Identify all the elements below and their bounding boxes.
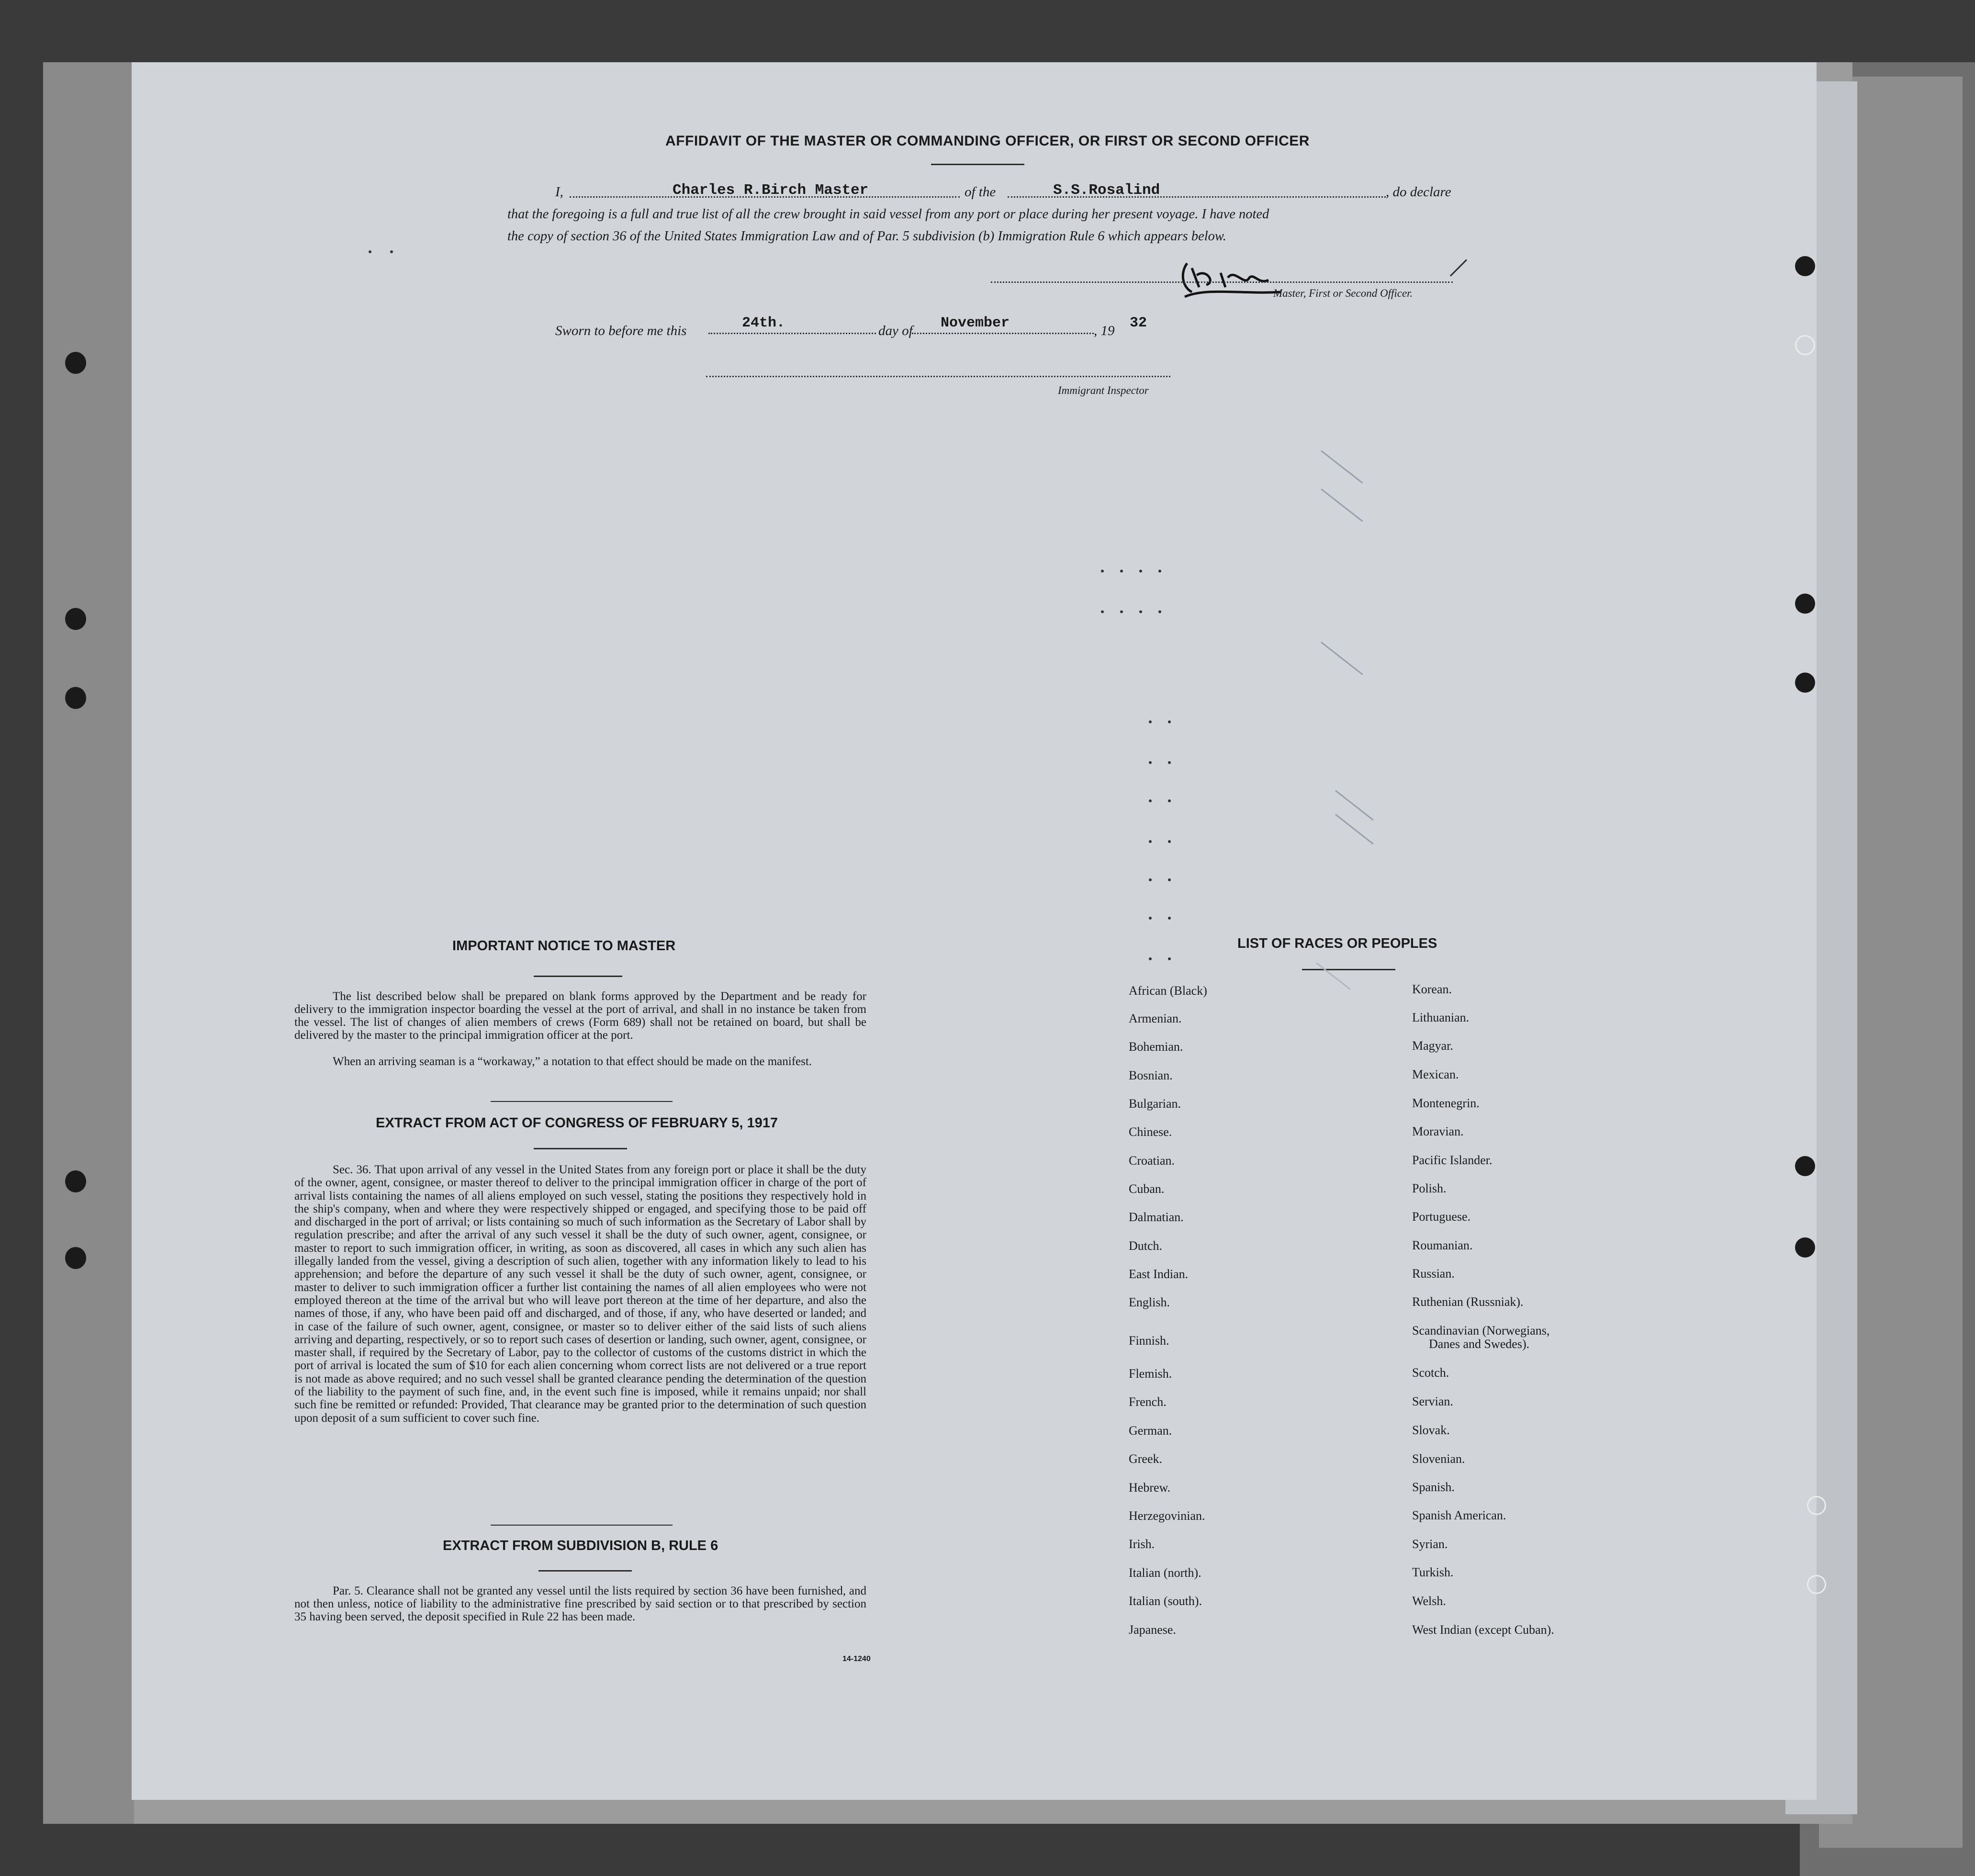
stray-mark xyxy=(1101,610,1104,613)
act-divider xyxy=(491,1525,673,1526)
sworn-day-value: 24th. xyxy=(742,315,786,331)
race-item: Bohemian. xyxy=(1129,1040,1183,1054)
race-item: Moravian. xyxy=(1412,1124,1464,1138)
races-underline xyxy=(1302,969,1395,970)
race-item: Pacific Islander. xyxy=(1412,1153,1492,1167)
binder-hole-icon xyxy=(1795,1237,1815,1258)
race-item: French. xyxy=(1129,1395,1167,1409)
stray-mark xyxy=(1149,761,1152,764)
race-item: Spanish. xyxy=(1412,1480,1455,1494)
race-item: Korean. xyxy=(1412,982,1452,996)
race-item: Portuguese. xyxy=(1412,1210,1471,1224)
race-item: Italian (south). xyxy=(1129,1594,1202,1608)
act-underline xyxy=(534,1148,627,1149)
inspector-signature-line xyxy=(706,376,1170,377)
notice-underline xyxy=(534,976,622,977)
race-item: Polish. xyxy=(1412,1181,1447,1195)
stray-mark xyxy=(1168,957,1171,960)
race-item: West Indian (except Cuban). xyxy=(1412,1623,1554,1637)
binder-hole-icon xyxy=(65,687,86,709)
stray-mark xyxy=(1149,720,1152,723)
binder-hole-icon xyxy=(65,1247,86,1269)
race-item: Magyar. xyxy=(1412,1039,1453,1053)
stray-mark xyxy=(1120,610,1123,613)
race-item: Italian (north). xyxy=(1129,1566,1201,1580)
stray-mark xyxy=(1158,610,1161,613)
race-item: Servian. xyxy=(1412,1394,1453,1408)
stray-mark xyxy=(1101,570,1104,573)
race-item: English. xyxy=(1129,1295,1170,1309)
binder-hole-icon xyxy=(65,352,86,374)
race-item: Dalmatian. xyxy=(1129,1210,1184,1224)
act-text: Sec. 36. That upon arrival of any vessel in the United States from any foreign port or place it shall be the duty of the owner, agent, consignee, or master thereof to deliver to the principal immigration officer in charge of the port of arrival lists containing the names of all aliens employed on such vessel, stating the positions they respectively hold in the ship's company, when and where they were respectively shipped or engaged, and specifying those to be paid off and discharged in the port of arrival; or lists containing so much of such information as the Secretary of Labor shall by regulation prescribe; and after the arrival of any such vessel it shall be the duty of such owner, agent, consignee, or master to report to such immigration officer, in writing, as soon as discovered, all cases in which any such alien has illegally landed from the vessel, giving a description of such alien, together with any information likely to lead to his apprehension; and before the departure of any such vessel it shall be the duty of such owner, agent, consignee, or master to deliver to such immigration officer a further list containing the names of all alien employees who were not employed thereon at the time of the arrival but who will leave port thereon at the time of her departure, and also the names of those, if any, who have been paid off and discharged, and of those, if any, who have deserted or landed; and in case of the failure of such owner, agent, consignee, or master so to deliver either of the said lists of such aliens arriving and departing, respectively, or so to report such cases of desertion or landing, such owner, agent, consignee, or master shall, if required by the Secretary of Labor, pay to the collector of customs of the customs district in which the port of arrival is located the sum of $10 for each alien concerning whom correct lists are not delivered or a true report is not made as above required; and no such vessel shall be granted clearance pending the determination of the question of the liability to the payment of such fine, and, in the event such fine is imposed, while it remains unpaid; nor shall such fine be remitted or refunded: Provided, That clearance may be granted prior to the determination of such question upon deposit of a sum sufficient to cover such fine. xyxy=(294,1163,866,1425)
race-item: Bulgarian. xyxy=(1129,1097,1181,1111)
race-item: Ruthenian (Russniak). xyxy=(1412,1295,1524,1309)
race-item: Russian. xyxy=(1412,1267,1455,1281)
race-item: Japanese. xyxy=(1129,1623,1176,1637)
sworn-year-prefix: , 19 xyxy=(1094,323,1115,338)
race-item: German. xyxy=(1129,1424,1172,1438)
sworn-month-line xyxy=(912,333,1094,334)
race-item: Roumanian. xyxy=(1412,1238,1473,1252)
stray-mark xyxy=(1168,761,1171,764)
stray-mark xyxy=(1149,917,1152,920)
stray-mark xyxy=(1158,570,1161,573)
master-name-value: Charles R.Birch Master xyxy=(673,182,869,199)
race-item: Chinese. xyxy=(1129,1125,1172,1139)
rule-underline xyxy=(539,1570,632,1572)
race-item: Scotch. xyxy=(1412,1366,1449,1380)
affidavit-do-declare: , do declare xyxy=(1386,184,1451,200)
stray-mark xyxy=(1168,720,1171,723)
form-number: 14-1240 xyxy=(842,1655,871,1663)
stray-mark xyxy=(1168,917,1171,920)
race-item: East Indian. xyxy=(1129,1267,1189,1281)
notice-divider xyxy=(491,1101,673,1102)
race-item: Irish. xyxy=(1129,1537,1155,1551)
signature-caption: Master, First or Second Officer. xyxy=(1273,287,1413,299)
race-item: Lithuanian. xyxy=(1412,1011,1470,1024)
stray-mark xyxy=(1120,570,1123,573)
stray-mark xyxy=(1139,610,1142,613)
binder-hole-icon xyxy=(1807,1575,1826,1594)
race-item: Croatian. xyxy=(1129,1154,1175,1168)
stray-mark xyxy=(390,250,393,253)
race-item: Hebrew. xyxy=(1129,1481,1171,1494)
binder-hole-icon xyxy=(65,608,86,630)
binder-hole-icon xyxy=(1795,1156,1815,1176)
title-underline xyxy=(931,164,1024,165)
race-item: Syrian. xyxy=(1412,1537,1448,1551)
affidavit-of-the: of the xyxy=(965,184,996,200)
race-item: Slovak. xyxy=(1412,1423,1450,1437)
race-item: Slovenian. xyxy=(1412,1452,1465,1466)
stray-mark xyxy=(1139,570,1142,573)
signature-line xyxy=(991,281,1453,283)
act-heading: EXTRACT FROM ACT OF CONGRESS OF FEBRUARY 5, 1917 xyxy=(376,1115,778,1131)
sworn-day-line xyxy=(708,333,876,334)
master-signature xyxy=(1178,258,1288,302)
race-item: Armenian. xyxy=(1129,1011,1182,1025)
race-item: Mexican. xyxy=(1412,1067,1459,1081)
stray-mark xyxy=(1168,840,1171,843)
binder-strip xyxy=(43,62,134,1824)
binder-hole-icon xyxy=(1795,335,1815,355)
rule-text: Par. 5. Clearance shall not be granted any vessel until the lists required by section 36 have been furnished, and not then unless, notice of liability to the administrative fine prescribed by said section or to that prescribed by section 35 having been served, the deposit specified in Rule 22 has been made. xyxy=(294,1584,866,1623)
vessel-name-value: S.S.Rosalind xyxy=(1053,182,1160,199)
sworn-prefix: Sworn to before me this xyxy=(555,323,687,338)
binder-hole-icon xyxy=(1807,1496,1826,1515)
notice-heading: IMPORTANT NOTICE TO MASTER xyxy=(452,938,676,954)
race-item: Dutch. xyxy=(1129,1239,1163,1253)
sworn-year-value: 32 xyxy=(1130,315,1147,331)
binder-hole-icon xyxy=(1795,673,1815,693)
binder-hole-icon xyxy=(1795,256,1815,276)
stray-mark xyxy=(1168,878,1171,881)
race-item: Bosnian. xyxy=(1129,1068,1173,1082)
affidavit-line-3: the copy of section 36 of the United States Immigration Law and of Par. 5 subdivision (b) Immigration Rule 6 which appears below. xyxy=(507,229,1226,244)
race-item: Scandinavian (Norwegians, xyxy=(1412,1324,1550,1337)
race-item: Flemish. xyxy=(1129,1367,1172,1381)
affidavit-line-2: that the foregoing is a full and true list of all the crew brought in said vessel from any port or place during her present voyage. I have noted xyxy=(507,207,1269,222)
binder-hole-icon xyxy=(65,1170,86,1192)
stray-mark xyxy=(1149,840,1152,843)
sworn-month-value: November xyxy=(941,315,1010,331)
race-item: Spanish American. xyxy=(1412,1508,1506,1522)
sworn-day-of: day of xyxy=(878,323,913,338)
race-item: Welsh. xyxy=(1412,1594,1446,1608)
stray-mark xyxy=(1149,957,1152,960)
race-item: Cuban. xyxy=(1129,1182,1165,1196)
race-item: African (Black) xyxy=(1129,984,1207,998)
rule-heading: EXTRACT FROM SUBDIVISION B, RULE 6 xyxy=(443,1538,718,1553)
races-heading: LIST OF RACES OR PEOPLES xyxy=(1237,936,1437,951)
inspector-caption: Immigrant Inspector xyxy=(1058,384,1149,396)
stray-mark xyxy=(1149,878,1152,881)
race-item: Turkish. xyxy=(1412,1565,1454,1579)
stray-mark xyxy=(369,250,371,253)
notice-paragraph-1: The list described below shall be prepared on blank forms approved by the Department and be ready for delivery to the immigration inspector boarding the vessel at the port of arrival, and shall in no instance be taken from the vessel. The list of changes of alien members of crews (Form 689) shall not be retained on board, but shall be delivered by the master to the principal immigration officer at the port. xyxy=(294,990,866,1042)
affidavit-i-prefix: I, xyxy=(555,184,563,200)
binder-hole-icon xyxy=(1795,594,1815,614)
race-item: Finnish. xyxy=(1129,1334,1169,1348)
race-item: Greek. xyxy=(1129,1452,1163,1466)
notice-paragraph-2: When an arriving seaman is a “workaway,” a notation to that effect should be made on the manifest. xyxy=(333,1055,812,1068)
race-item: Danes and Swedes). xyxy=(1429,1337,1530,1351)
stray-mark xyxy=(1149,799,1152,802)
race-item: Herzegovinian. xyxy=(1129,1509,1205,1523)
race-item: Montenegrin. xyxy=(1412,1096,1480,1110)
stray-mark xyxy=(1168,799,1171,802)
affidavit-title: AFFIDAVIT OF THE MASTER OR COMMANDING OFFICER, OR FIRST OR SECOND OFFICER xyxy=(665,133,1310,149)
